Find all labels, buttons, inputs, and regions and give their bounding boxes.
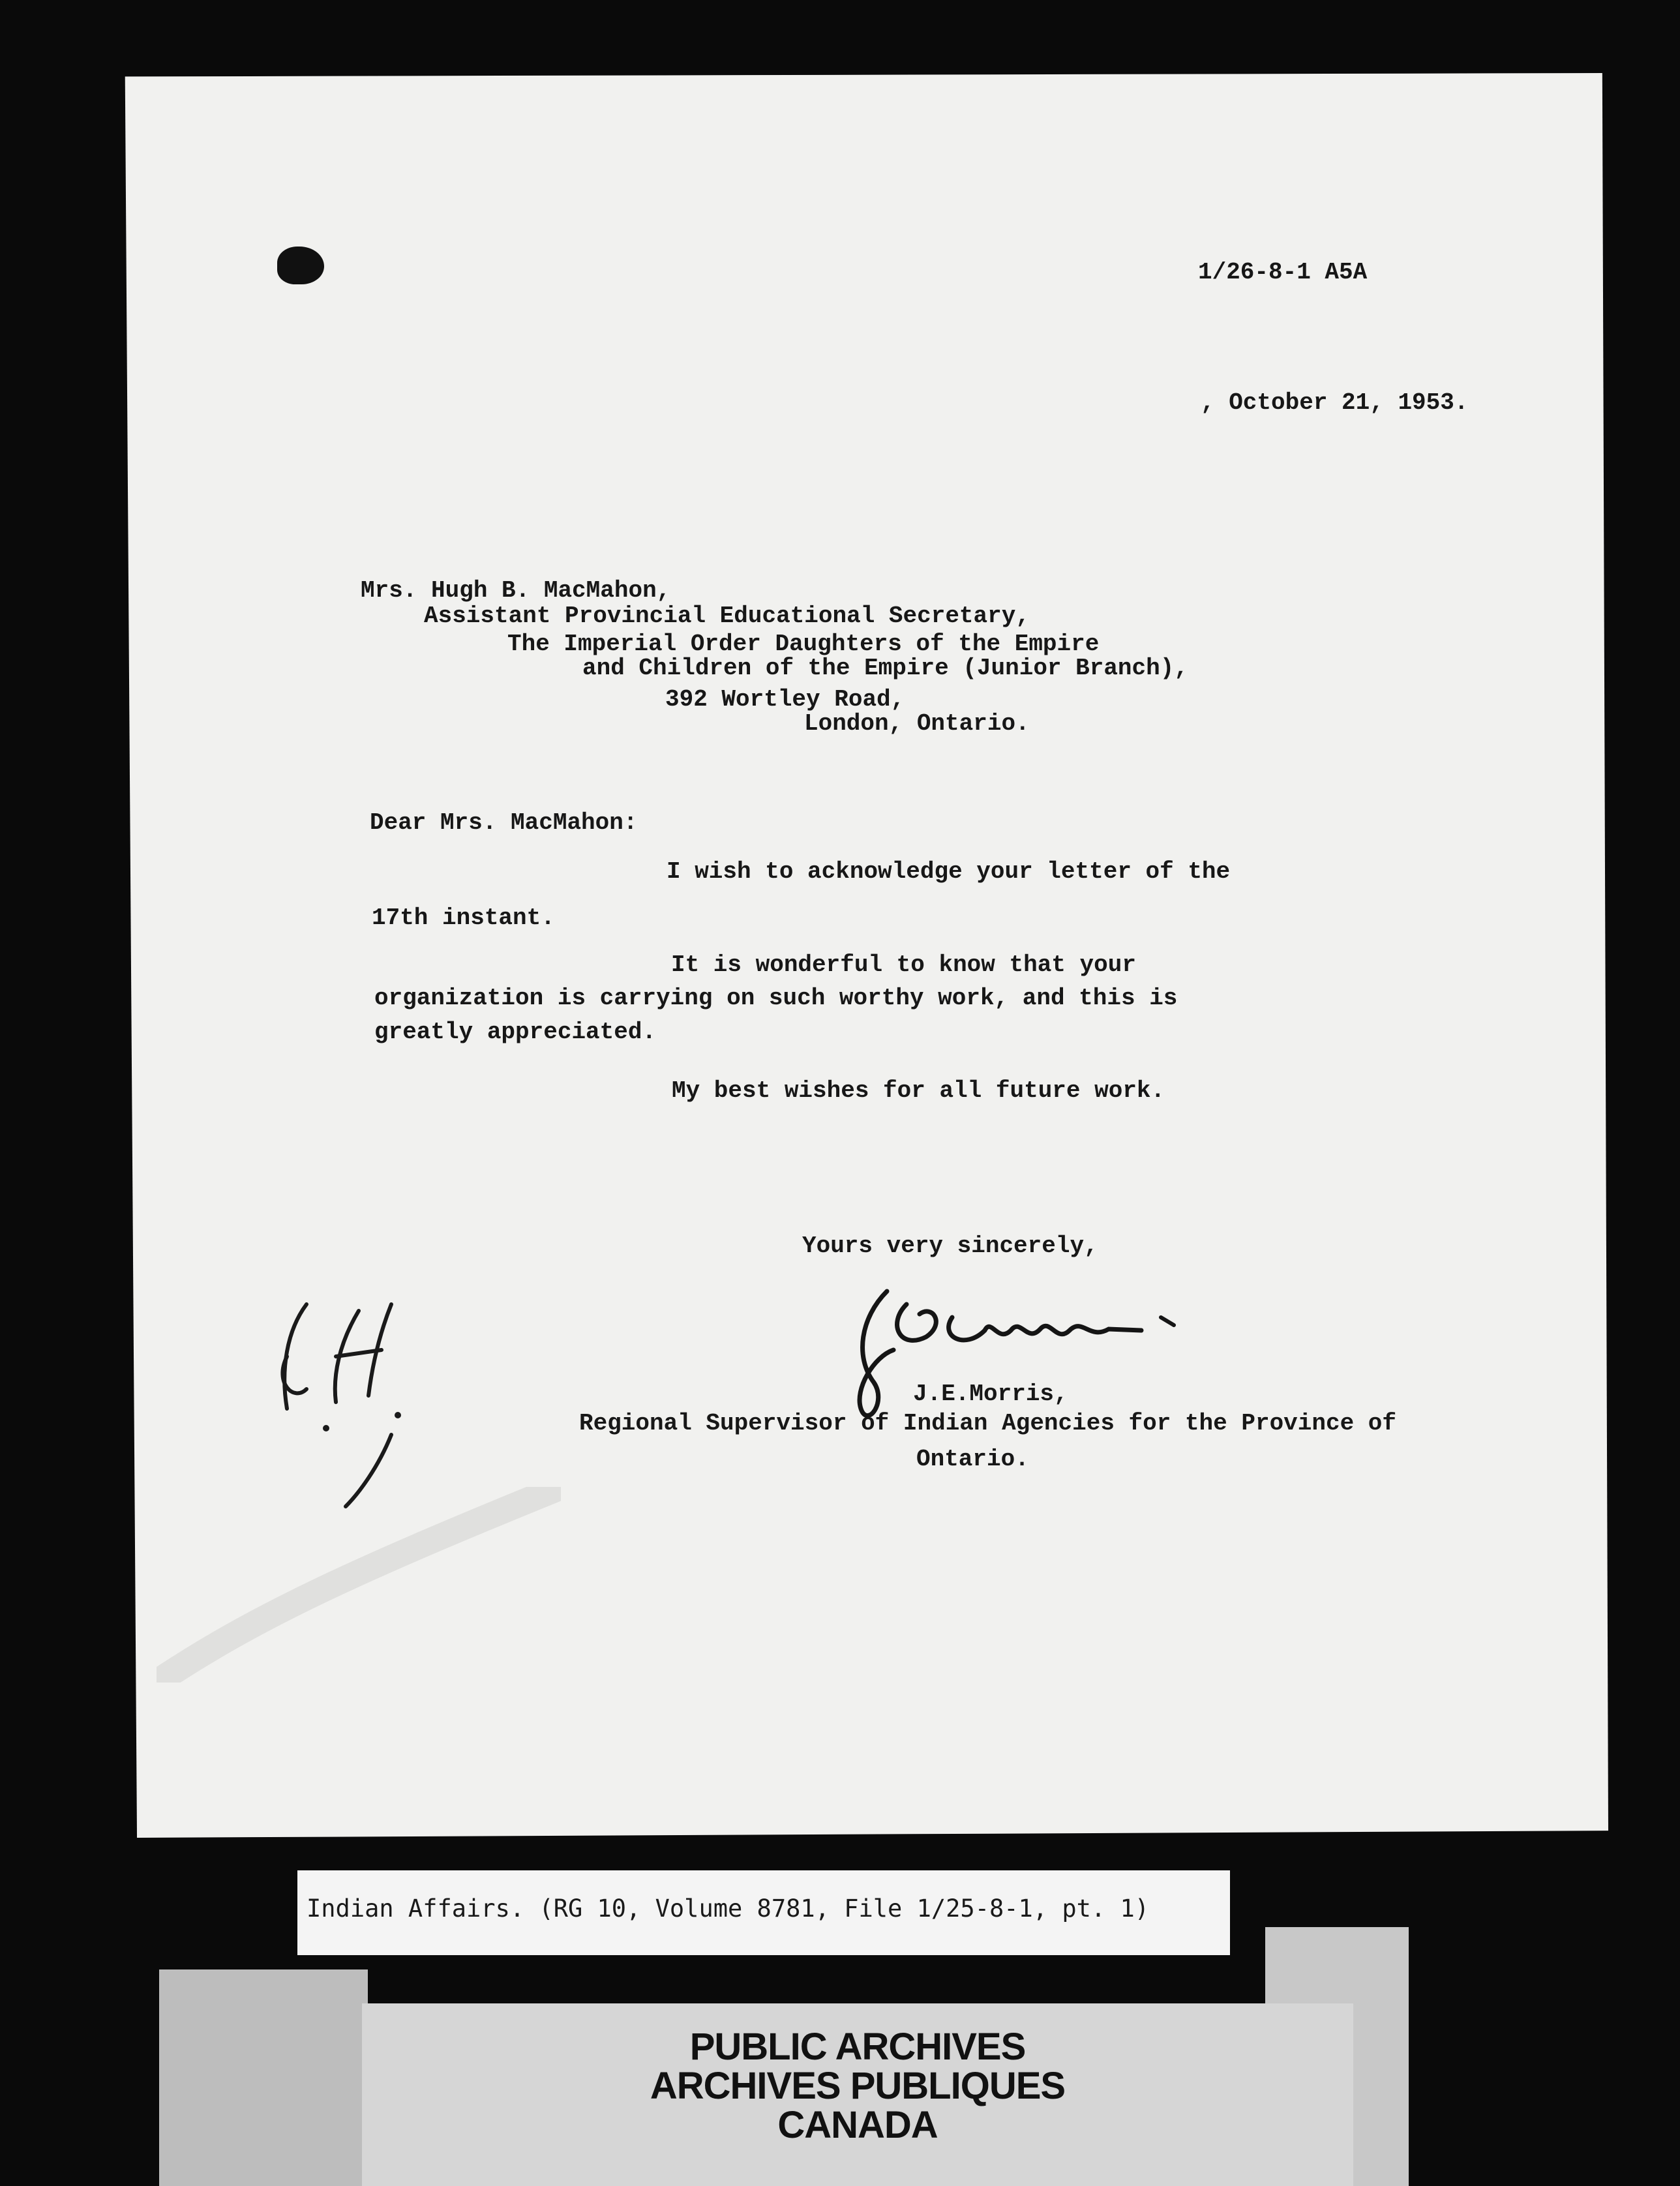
file-reference: 1/26-8-1 A5A bbox=[1198, 259, 1368, 286]
recipient-city: London, Ontario. bbox=[804, 710, 1030, 737]
signer-title: Regional Supervisor of Indian Agencies for the Province of bbox=[579, 1410, 1397, 1437]
body-line: 17th instant. bbox=[372, 905, 555, 931]
body-line: greatly appreciated. bbox=[374, 1019, 657, 1045]
signer-title-continued: Ontario. bbox=[916, 1446, 1029, 1473]
body-line: My best wishes for all future work. bbox=[672, 1077, 1165, 1104]
signer-name: J.E.Morris, bbox=[913, 1381, 1068, 1407]
salutation: Dear Mrs. MacMahon: bbox=[370, 809, 638, 836]
archive-reference: Indian Affairs. (RG 10, Volume 8781, File 1/25-8-1, pt. 1) bbox=[307, 1894, 1150, 1923]
body-line: I wish to acknowledge your letter of the bbox=[667, 858, 1231, 885]
recipient-organization: The Imperial Order Daughters of the Empire bbox=[507, 631, 1100, 657]
archive-card-left bbox=[159, 1969, 368, 2186]
archive-stamp-line: PUBLIC ARCHIVES bbox=[689, 2026, 1026, 2068]
paper-crease bbox=[157, 1487, 561, 1683]
letter-date: , October 21, 1953. bbox=[1201, 389, 1469, 416]
body-line: organization is carrying on such worthy work, and this is bbox=[374, 985, 1178, 1011]
recipient-street: 392 Wortley Road, bbox=[665, 686, 905, 713]
archive-stamp-line: CANADA bbox=[777, 2104, 938, 2146]
body-line: It is wonderful to know that your bbox=[671, 951, 1136, 978]
closing: Yours very sincerely, bbox=[802, 1233, 1098, 1259]
recipient-name: Mrs. Hugh B. MacMahon, bbox=[361, 577, 671, 604]
recipient-title: Assistant Provincial Educational Secretary, bbox=[424, 603, 1030, 629]
handwritten-initials bbox=[261, 1278, 430, 1513]
ink-blot bbox=[277, 247, 324, 284]
recipient-organization-branch: and Children of the Empire (Junior Branch), bbox=[582, 655, 1188, 681]
archive-stamp-line: ARCHIVES PUBLIQUES bbox=[650, 2065, 1066, 2107]
